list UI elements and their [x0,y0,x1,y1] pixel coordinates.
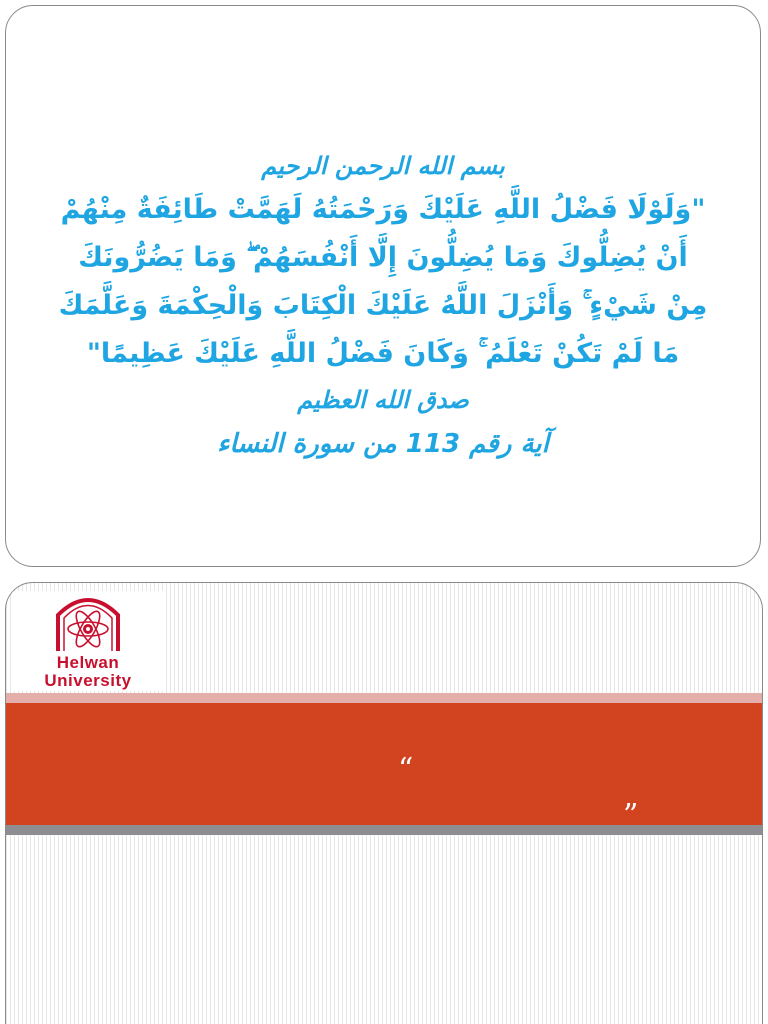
grey-stripe [6,825,762,835]
helwan-university-logo [12,591,164,691]
verse-line-3: مِنْ شَيْءٍ ۚ وَأَنْزَلَ اللَّهُ عَلَيْكَ الْكِتَابَ وَالْحِكْمَةَ وَعَلَّمَكَ [58,290,708,321]
close-quote-mark: ” [623,798,639,833]
logo-text-university: University [44,671,132,690]
title-slide [5,582,763,1024]
verse-reference: آية رقم 113 من سورة النساء [217,429,549,459]
pink-stripe [6,693,762,703]
verse-line-4: مَا لَمْ تَكُنْ تَعْلَمُ ۚ وَكَانَ فَضْلُ اللَّهِ عَلَيْكَ عَظِيمًا" [86,338,680,369]
logo-text-helwan: Helwan [56,653,120,672]
title-band [6,703,762,825]
open-quote-mark: “ [398,752,414,787]
verse-line-2: أَنْ يُضِلُّوكَ وَمَا يُضِلُّونَ إِلَّا أَنْفُسَهُمْ ۖ وَمَا يَضُرُّونَكَ [78,242,688,273]
verse-slide [5,5,761,567]
verse-text-block [26,146,740,466]
basmala: بسم الله الرحمن الرحيم [261,152,505,180]
university-emblem-icon [50,593,126,653]
verse-line-1: "وَلَوْلَا فَضْلُ اللَّهِ عَلَيْكَ وَرَحْمَتُهُ لَهَمَّتْ طَائِفَةٌ مِنْهُمْ [60,194,706,225]
sadaq-line: صدق الله العظيم [297,386,469,414]
